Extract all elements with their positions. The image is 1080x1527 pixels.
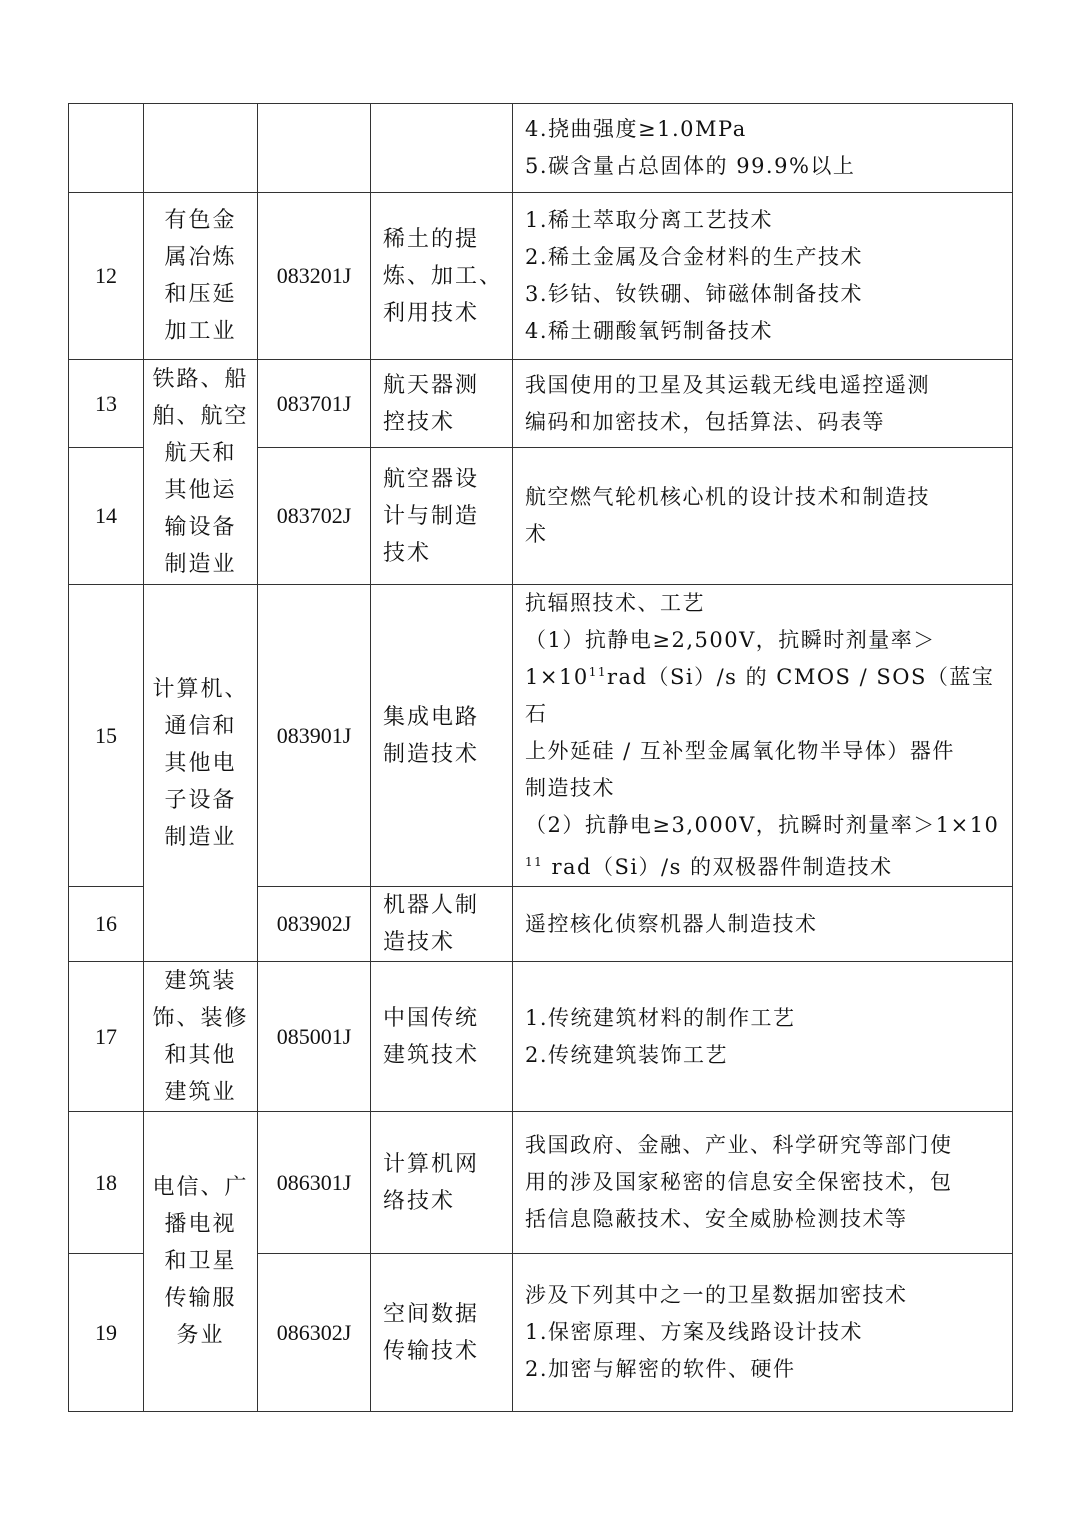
industry-line: 建筑业 [164,1079,237,1105]
industry-line: 和卫星 [164,1249,237,1274]
description-line: 4.挠曲强度≥1.0MPa [525,117,747,141]
tech-name-cell [371,887,513,962]
name-line: 稀土的提 [383,226,480,252]
dose-exponent: 11 [588,665,607,679]
description-cell [513,962,1013,1112]
description-line: 5.碳含量占总固体的 99.9%以上 [525,154,856,178]
tech-name-cell [371,1254,513,1412]
code-cell: 083902J [258,887,371,962]
tech-name-cell [371,585,513,887]
description-cell [513,104,1013,193]
industry-line: 饰、装修 [152,1005,249,1031]
tech-name-cell [371,962,513,1112]
code-cell: 085001J [258,962,371,1112]
industry-line: 其他运 [164,478,237,503]
row-number: 12 [69,193,144,360]
tech-name-cell [371,448,513,585]
name-line: 炼、加工、 [383,263,504,289]
row-number: 15 [69,585,144,887]
industry-cell [144,962,258,1112]
industry-line: 播电视 [164,1212,237,1237]
name-line: 航天器测 [383,372,480,398]
description-line: （1）抗静电≥2,500V，抗瞬时剂量率＞ [525,628,936,652]
description-line: 制造技术 [525,776,615,800]
code-cell: 083901J [258,585,371,887]
tech-name-cell [371,360,513,448]
industry-line: 航天和 [164,441,237,466]
description-line: 我国使用的卫星及其运载无线电遥控遥测 [525,372,930,397]
industry-line: 有色金 [164,208,237,233]
description-line: 1.传统建筑材料的制作工艺 [525,1005,796,1030]
industry-cell [144,104,258,193]
industry-line: 其他电 [164,751,237,776]
row-number: 18 [69,1112,144,1254]
row-number: 17 [69,962,144,1112]
name-line: 机器人制 [383,893,480,918]
industry-cell [144,585,258,962]
industry-cell [144,1112,258,1412]
name-line: 计与制造 [383,503,480,529]
name-line: 空间数据 [383,1301,480,1327]
industry-line: 制造业 [164,552,237,577]
name-line: 制造技术 [383,741,480,767]
name-line: 传输技术 [383,1338,480,1364]
description-line: 1.保密原理、方案及线路设计技术 [525,1320,864,1344]
industry-line: 务业 [176,1323,225,1348]
tech-name-cell [371,104,513,193]
industry-line: 舶、航空 [152,404,249,429]
description-line: 编码和加密技术，包括算法、码表等 [525,409,885,434]
row-number: 19 [69,1254,144,1412]
description-line: 我国政府、金融、产业、科学研究等部门使 [525,1133,953,1157]
description-line: 4.稀土硼酸氧钙制备技术 [525,319,774,343]
description-line: 3.钐钴、钕铁硼、铈磁体制备技术 [525,282,864,306]
description-line: 术 [525,522,548,546]
table-row [69,585,1013,887]
description-line: 2.加密与解密的软件、硬件 [525,1357,796,1381]
dose-unit-text: rad（Si）/s 的双极器件制造技术 [543,855,893,879]
code-cell: 083702J [258,448,371,585]
industry-line: 传输服 [164,1286,237,1311]
description-line [525,844,1004,886]
table-row [69,962,1013,1112]
description-cell [513,448,1013,585]
description-line: 1.稀土萃取分离工艺技术 [525,208,774,232]
row-number: 14 [69,448,144,585]
table-row [69,193,1013,360]
description-cell [513,193,1013,360]
description-line: 2.稀土金属及合金材料的生产技术 [525,245,864,269]
name-line: 建筑技术 [383,1042,480,1068]
code-cell: 086302J [258,1254,371,1412]
table-row [69,104,1013,193]
name-line: 集成电路 [383,704,480,730]
name-line: 计算机网 [383,1151,480,1177]
industry-cell [144,360,258,585]
description-line: （2）抗静电≥3,000V，抗瞬时剂量率＞1×10 [525,813,1000,837]
description-line: 括信息隐蔽技术、安全威胁检测技术等 [525,1207,908,1231]
description-line [525,659,1004,733]
industry-line: 输设备 [164,515,237,540]
name-line: 航空器设 [383,466,480,492]
name-line: 控技术 [383,409,456,435]
industry-line: 和其他 [164,1042,237,1068]
description-line: 遥控核化侦察机器人制造技术 [525,911,818,936]
industry-line: 加工业 [164,319,237,344]
description-cell [513,585,1013,887]
dose-unit-text: rad（Si）/s 的 CMOS / SOS（蓝宝石 [525,665,995,726]
name-line: 中国传统 [383,1005,480,1031]
industry-line: 属冶炼 [164,245,237,270]
description-line: 涉及下列其中之一的卫星数据加密技术 [525,1283,908,1307]
code-cell [258,104,371,193]
row-number: 16 [69,887,144,962]
industry-line: 通信和 [164,714,237,739]
description-line: 2.传统建筑装饰工艺 [525,1042,729,1067]
description-line: 航空燃气轮机核心机的设计技术和制造技 [525,485,930,509]
name-line: 造技术 [383,930,456,955]
description-cell [513,360,1013,448]
description-line: 抗辐照技术、工艺 [525,591,705,615]
industry-cell [144,193,258,360]
row-number: 13 [69,360,144,448]
name-line: 技术 [383,540,432,566]
code-cell: 086301J [258,1112,371,1254]
description-line: 用的涉及国家秘密的信息安全保密技术，包 [525,1170,953,1194]
name-line: 络技术 [383,1188,456,1214]
description-line: 上外延硅 / 互补型金属氧化物半导体）器件 [525,739,955,763]
table-row [69,1112,1013,1254]
row-number [69,104,144,193]
industry-line: 电信、广 [152,1175,249,1200]
description-cell [513,887,1013,962]
industry-line: 建筑装 [164,968,237,994]
dose-exponent: 11 [525,855,544,869]
industry-line: 子设备 [164,788,237,813]
code-cell: 083701J [258,360,371,448]
code-cell: 083201J [258,193,371,360]
name-line: 利用技术 [383,300,480,326]
industry-line: 铁路、船 [152,367,249,392]
industry-line: 计算机、 [152,677,249,702]
industry-line: 制造业 [164,825,237,850]
dose-base: 1×10 [525,665,589,689]
industry-line: 和压延 [164,282,237,307]
technology-table [68,103,1013,1412]
table-row [69,360,1013,448]
tech-name-cell [371,193,513,360]
tech-name-cell [371,1112,513,1254]
description-cell [513,1112,1013,1254]
description-cell [513,1254,1013,1412]
